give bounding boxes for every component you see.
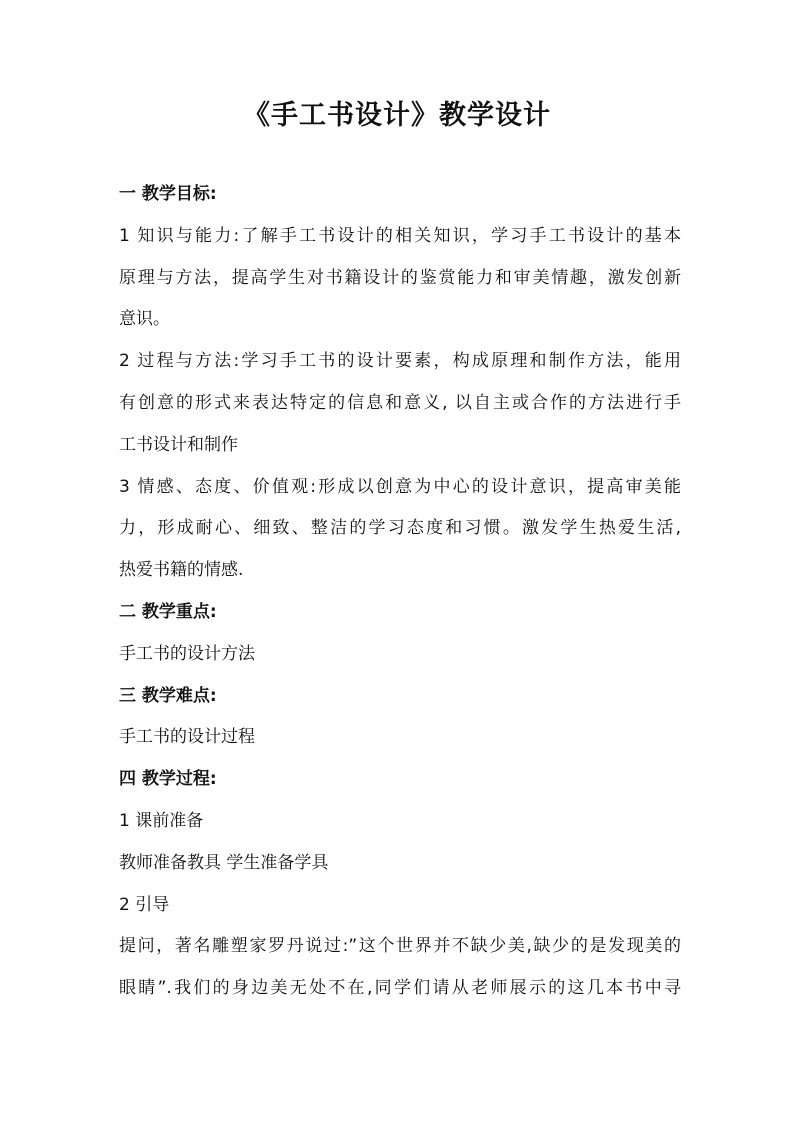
- body-line: 眼睛”.我们的身边美无处不在,同学们请从老师展示的这几本书中寻: [119, 978, 681, 999]
- body-line: 1 课前准备: [119, 810, 204, 831]
- section-heading: 一 教学目标:: [119, 184, 217, 204]
- section-heading: 三 教学难点:: [119, 685, 217, 706]
- body-line: 手工书的设计方法: [119, 643, 255, 664]
- document-title: 《手工书设计》教学设计: [243, 100, 551, 131]
- body-line: 力，形成耐心、细致、整洁的学习态度和习惯。激发学生热爱生活,: [119, 518, 681, 539]
- body-line: 有创意的形式来表达特定的信息和意义, 以自主或合作的方法进行手: [119, 392, 681, 413]
- body-line: 热爱书籍的情感.: [119, 560, 244, 581]
- body-line: 提问，著名雕塑家罗丹说过:”这个世界并不缺少美,缺少的是发现美的: [119, 936, 681, 957]
- body-line: 手工书的设计过程: [119, 727, 255, 748]
- section-heading: 二 教学重点:: [119, 601, 217, 622]
- body-line: 意识。: [119, 309, 170, 330]
- body-line: 2 引导: [119, 894, 170, 915]
- body-line: 2 过程与方法:学习手工书的设计要素，构成原理和制作方法，能用: [119, 351, 681, 372]
- body-line: 3 情感、态度、价值观:形成以创意为中心的设计意识，提高审美能: [119, 476, 681, 497]
- body-line: 工书设计和制作: [119, 434, 238, 455]
- body-line: 教师准备教具 学生准备学具: [119, 852, 329, 873]
- body-line: 1 知识与能力:了解手工书设计的相关知识，学习手工书设计的基本: [119, 225, 681, 246]
- section-heading: 四 教学过程:: [119, 769, 217, 790]
- document-body: [119, 180, 681, 1016]
- body-line: 原理与方法，提高学生对书籍设计的鉴赏能力和审美情趣，激发创新: [119, 267, 681, 288]
